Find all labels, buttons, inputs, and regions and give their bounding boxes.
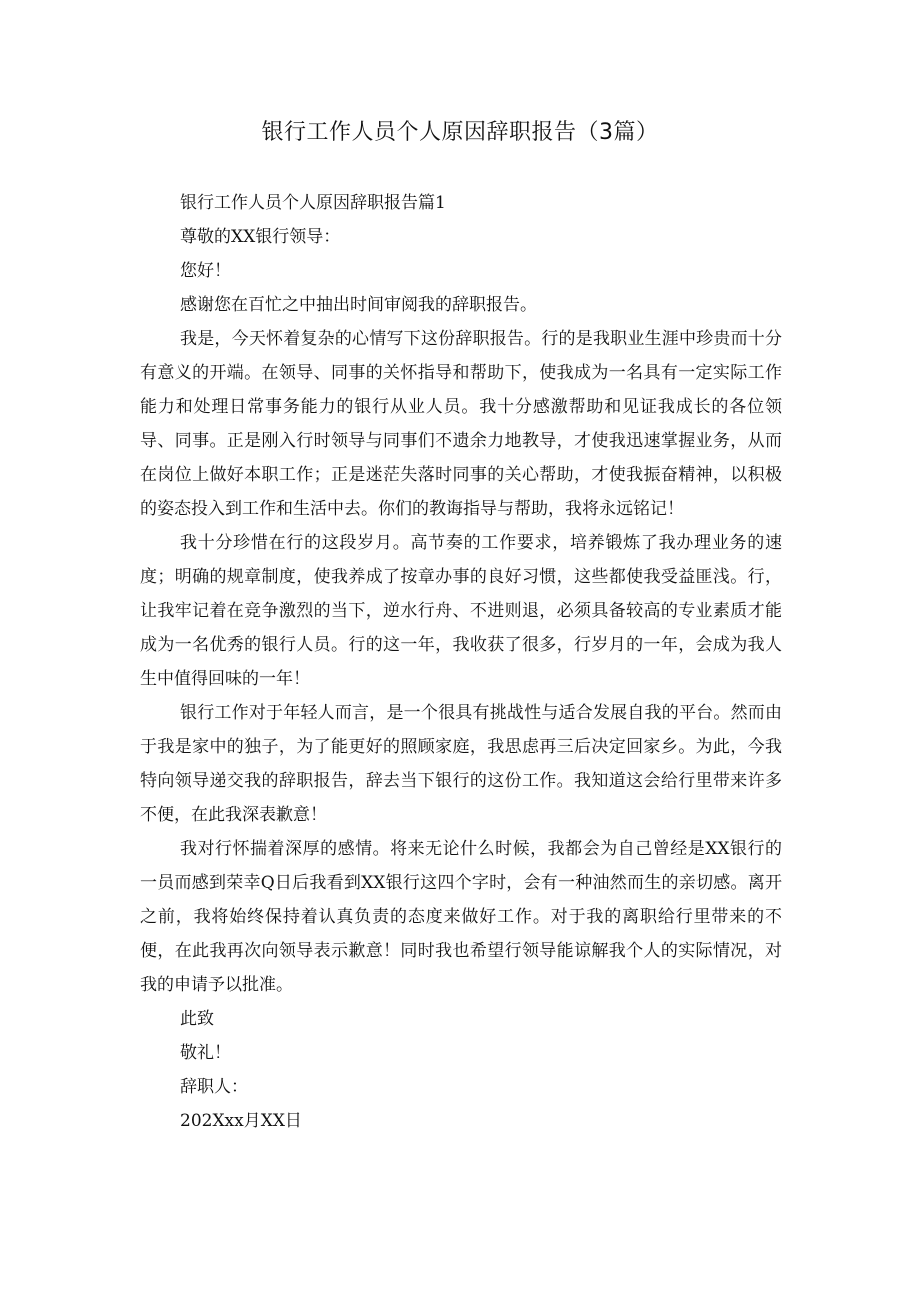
section-heading: 银行工作人员个人原因辞职报告篇1: [180, 193, 446, 213]
document-title: 银行工作人员个人原因辞职报告（3篇）: [261, 120, 659, 145]
closing: 此致: [180, 1009, 214, 1029]
date-line: 202Xxx月XX日: [180, 1111, 302, 1131]
paragraph-3: 银行工作对于年轻人而言，是一个很具有挑战性与适合发展自我的平台。然而由于我是家中的独子，为了能更好的照顾家庭，我思虑再三后决定回家乡。为此，今我特向领导递交我的辞职报告，辞去当下银行的这份工作。我知道这会给行里带来许多不便，在此我深表歉意！: [140, 703, 782, 825]
regards: 敬礼！: [180, 1043, 231, 1063]
document-body: [140, 186, 782, 1138]
salutation: 尊敬的XX银行领导：: [180, 227, 341, 247]
thanks-line: 感谢您在百忙之中抽出时间审阅我的辞职报告。: [180, 295, 537, 315]
paragraph-1: 我是，今天怀着复杂的心情写下这份辞职报告。行的是我职业生涯中珍贵而十分有意义的开端。在领导、同事的关怀指导和帮助下，使我成为一名具有一定实际工作能力和处理日常事务能力的银行从业人员。我十分感激帮助和见证我成长的各位领导、同事。正是刚入行时领导与同事们不遗余力地教导，才使我迅速掌握业务，从而在岗位上做好本职工作；正是迷茫失落时同事的关心帮助，才使我振奋精神，以积极的姿态投入到工作和生活中去。你们的教诲指导与帮助，我将永远铭记！: [140, 329, 782, 519]
paragraph-4: 我对行怀揣着深厚的感情。将来无论什么时候，我都会为自己曾经是XX银行的一员而感到荣幸Q日后我看到XX银行这四个字时，会有一种油然而生的亲切感。离开之前，我将始终保持着认真负责的态度来做好工作。对于我的离职给行里带来的不便，在此我再次向领导表示歉意！同时我也希望行领导能谅解我个人的实际情况，对我的申请予以批准。: [140, 839, 782, 995]
greeting: 您好！: [180, 261, 231, 281]
paragraph-2: 我十分珍惜在行的这段岁月。高节奏的工作要求，培养锻炼了我办理业务的速度；明确的规章制度，使我养成了按章办事的良好习惯，这些都使我受益匪浅。行，让我牢记着在竞争激烈的当下，逆水行舟、不进则退，必须具备较高的专业素质才能成为一名优秀的银行人员。行的这一年，我收获了很多，行岁月的一年，会成为我人生中值得回味的一年！: [140, 533, 782, 689]
signature-label: 辞职人：: [180, 1077, 248, 1097]
